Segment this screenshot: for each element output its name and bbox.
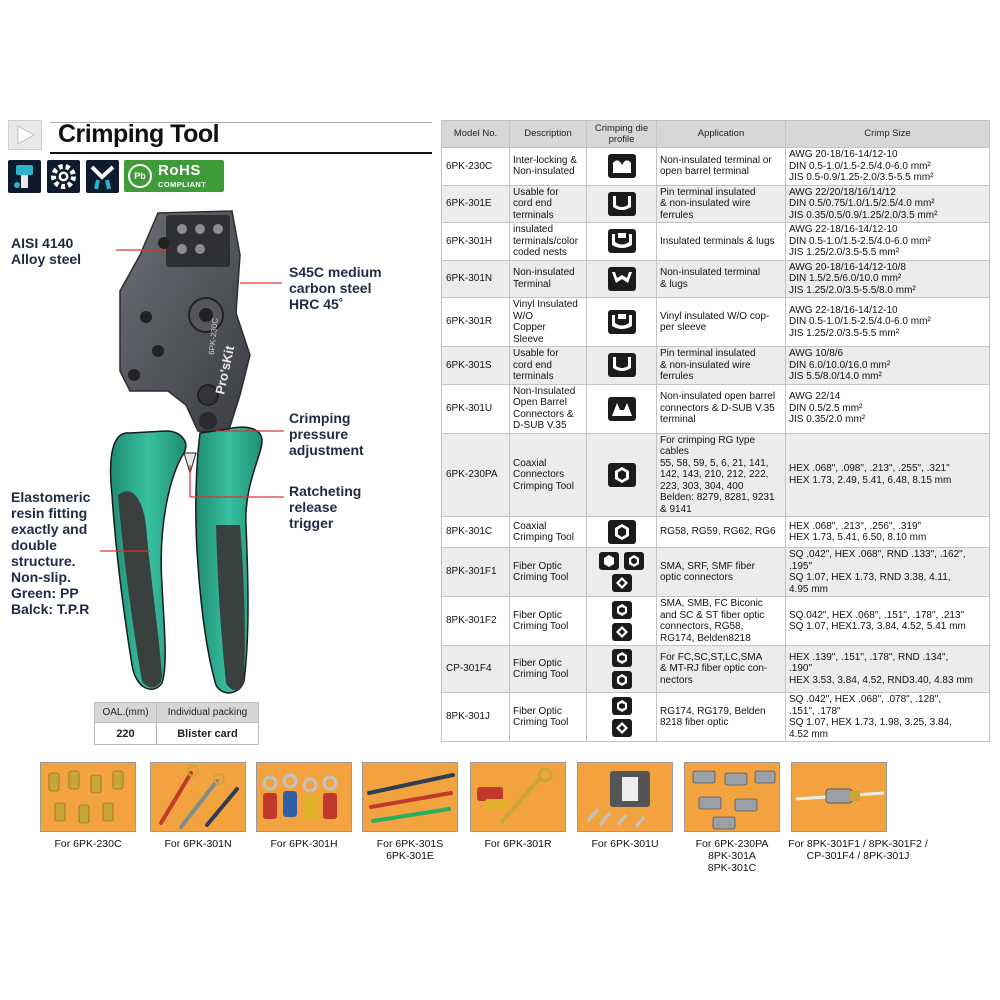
thumbnail-caption: For 6PK-301N bbox=[164, 838, 232, 850]
oal-table bbox=[94, 702, 259, 745]
die-profile-icon bbox=[587, 185, 657, 223]
brand-stamp: Pro'sKit bbox=[212, 344, 238, 396]
spec-crimp-size: AWG 20-18/16-14/12-10 DIN 0.5-1.0/1.5-2.5/4.0-6.0 mm² JIS 0.5-0.9/1.25-2.0/3.5-5.5 mm² bbox=[786, 148, 990, 186]
spec-application: SMA, SRF, SMF fiber optic connectors bbox=[657, 548, 786, 597]
spec-row bbox=[442, 347, 990, 385]
thumbnail-terminals-image bbox=[470, 762, 566, 832]
spec-crimp-size: HEX .068", .098", .213", .255", .321" HEX 1.73, 2.49, 5.41, 6.48, 8.15 mm bbox=[786, 433, 990, 517]
spec-crimp-size: SQ .042", HEX .068", RND .133", .162", .195" SQ 1.07, HEX 1.73, RND 3.38, 4.11, 4.95 mm bbox=[786, 548, 990, 597]
spec-model: 6PK-301U bbox=[442, 384, 510, 433]
die-profile-icon bbox=[587, 260, 657, 298]
spec-application: Pin terminal insulated & non-insulated wire ferrules bbox=[657, 347, 786, 385]
spec-crimp-size: AWG 10/8/6 DIN 6.0/10.0/16.0 mm² JIS 5.5/8.0/14.0 mm² bbox=[786, 347, 990, 385]
spec-application: Vinyl insulated W/O cop- per sleeve bbox=[657, 298, 786, 347]
spec-application: Non-insulated terminal & lugs bbox=[657, 260, 786, 298]
pb-free-icon: Pb bbox=[128, 164, 152, 188]
title-underline bbox=[50, 152, 432, 154]
spec-crimp-size: SQ.042", HEX .068", .151", .178", .213" SQ 1.07, HEX1.73, 3.84, 4.52, 5.41 mm bbox=[786, 597, 990, 646]
die-profile-icon bbox=[587, 517, 657, 548]
spec-row bbox=[442, 185, 990, 223]
spec-row bbox=[442, 433, 990, 517]
thumbnail-caption: For 8PK-301F1 / 8PK-301F2 / CP-301F4 / 8PK-301J bbox=[788, 838, 928, 862]
spec-crimp-size: SQ .042", HEX .068", .078", .128", .151", .178" SQ 1.07, HEX 1.73, 1.98, 3.25, 3.84, 4.52 mm bbox=[786, 693, 990, 742]
spec-crimp-size: AWG 22/20/18/16/14/12 DIN 0.5/0.75/1.0/1.5/2.5/4.0 mm² JIS 0.35/0.5/0.9/1.25/2.0/3.5 mm² bbox=[786, 185, 990, 223]
spec-description: Fiber Optic Criming Tool bbox=[510, 548, 587, 597]
oal-header: OAL.(mm) bbox=[95, 703, 157, 723]
spec-description: Coaxial Crimping Tool bbox=[510, 517, 587, 548]
spec-crimp-size: AWG 22/14 DIN 0.5/2.5 mm² JIS 0.35/2.0 mm² bbox=[786, 384, 990, 433]
spec-model: 6PK-301N bbox=[442, 260, 510, 298]
packing-value: Blister card bbox=[157, 723, 259, 745]
spec-model: 6PK-301R bbox=[442, 298, 510, 347]
thumbnail-caption: For 6PK-301U bbox=[591, 838, 659, 850]
thumbnail-terminals-image bbox=[577, 762, 673, 832]
thumbnail-caption: For 6PK-301R bbox=[484, 838, 552, 850]
die-profile-icon bbox=[587, 693, 657, 742]
spec-row bbox=[442, 693, 990, 742]
spec-application: RG174, RG179, Belden 8218 fiber optic bbox=[657, 693, 786, 742]
die-profile-icon bbox=[587, 548, 657, 597]
spec-model: 8PK-301C bbox=[442, 517, 510, 548]
spec-description: Fiber Optic Criming Tool bbox=[510, 597, 587, 646]
spec-model: CP-301F4 bbox=[442, 646, 510, 693]
spec-description: Coaxial Connectors Crimping Tool bbox=[510, 433, 587, 517]
die-profile-icon bbox=[587, 347, 657, 385]
die-profile-icon bbox=[587, 646, 657, 693]
thumbnail-caption: For 6PK-230C bbox=[54, 838, 122, 850]
spec-application: For crimping RG type cables 55, 58, 59, 5, 6, 21, 141, 142, 143, 210, 212, 222, 223, 303, 304, 400 Belden: 8279, 8281, 9231 & 9141 bbox=[657, 433, 786, 517]
spec-description: Fiber Optic Criming Tool bbox=[510, 646, 587, 693]
col-die-profile: Crimping die profile bbox=[587, 121, 657, 148]
thumbnail-caption: For 6PK-301H bbox=[270, 838, 338, 850]
spec-crimp-size: AWG 22-18/16-14/12-10 DIN 0.5-1.0/1.5-2.5/4.0-6.0 mm² JIS 1.25/2.0/3.5-5.5 mm² bbox=[786, 223, 990, 261]
spec-row bbox=[442, 646, 990, 693]
spec-description: Vinyl Insulated W/O Copper Sleeve bbox=[510, 298, 587, 347]
spec-model: 6PK-301H bbox=[442, 223, 510, 261]
rohs-sublabel: COMPLIANT bbox=[158, 180, 207, 189]
spec-application: Pin terminal insulated & non-insulated wire ferrules bbox=[657, 185, 786, 223]
spec-row bbox=[442, 148, 990, 186]
spec-application: Insulated terminals & lugs bbox=[657, 223, 786, 261]
spec-model: 6PK-230C bbox=[442, 148, 510, 186]
col-application: Application bbox=[657, 121, 786, 148]
model-stamp: 6PK-230C bbox=[207, 317, 220, 356]
spec-table bbox=[441, 120, 990, 742]
spec-table-body bbox=[442, 148, 990, 742]
crimp-tool-icon bbox=[8, 160, 41, 193]
spec-model: 6PK-301E bbox=[442, 185, 510, 223]
col-description: Description bbox=[510, 121, 587, 148]
packing-header: Individual packing bbox=[157, 703, 259, 723]
spec-description: Non-insulated Terminal bbox=[510, 260, 587, 298]
die-profile-icon bbox=[587, 384, 657, 433]
spec-description: Usable for cord end terminals bbox=[510, 347, 587, 385]
spec-description: insulated terminals/color coded nests bbox=[510, 223, 587, 261]
ratchet-icon bbox=[86, 160, 119, 193]
spec-description: Non-Insulated Open Barrel Connectors & D-SUB V.35 bbox=[510, 384, 587, 433]
page-title: Crimping Tool bbox=[58, 120, 220, 148]
thumbnail-caption: For 6PK-301S 6PK-301E bbox=[376, 838, 444, 862]
spec-row bbox=[442, 548, 990, 597]
spec-application: For FC,SC,ST,LC,SMA & MT-RJ fiber optic con- nectors bbox=[657, 646, 786, 693]
thumbnail-terminals-image bbox=[362, 762, 458, 832]
spec-row bbox=[442, 223, 990, 261]
terminal-thumbnails bbox=[40, 762, 990, 872]
spec-crimp-size: HEX .139", .151", .178", RND .134", .190" HEX 3.53, 3.84, 4.52, RND3.40, 4.83 mm bbox=[786, 646, 990, 693]
callout-resin-handle: Elastomeric resin fitting exactly and double structure. Non-slip. Green: PP Balck: T.P.R bbox=[11, 489, 91, 617]
spec-row bbox=[442, 517, 990, 548]
spec-crimp-size: HEX .068", .213", .256", .319" HEX 1.73, 5.41, 6.50, 8.10 mm bbox=[786, 517, 990, 548]
die-profile-icon bbox=[587, 597, 657, 646]
callout-pressure-adjustment: Crimping pressure adjustment bbox=[289, 410, 364, 458]
die-profile-icon bbox=[587, 433, 657, 517]
spec-application: RG58, RG59, RG62, RG6 bbox=[657, 517, 786, 548]
col-crimp-size: Crimp Size bbox=[786, 121, 990, 148]
spec-model: 8PK-301F1 bbox=[442, 548, 510, 597]
spec-row bbox=[442, 298, 990, 347]
oal-value: 220 bbox=[95, 723, 157, 745]
die-profile-icon bbox=[587, 223, 657, 261]
spec-model: 8PK-301J bbox=[442, 693, 510, 742]
tool-illustration bbox=[0, 195, 440, 705]
callout-ratchet-trigger: Ratcheting release trigger bbox=[289, 483, 362, 531]
spec-description: Usable for cord end terminals bbox=[510, 185, 587, 223]
thumbnail-terminals-image bbox=[256, 762, 352, 832]
spec-model: 6PK-230PA bbox=[442, 433, 510, 517]
spec-description: Fiber Optic Criming Tool bbox=[510, 693, 587, 742]
die-profile-icon bbox=[587, 298, 657, 347]
section-header bbox=[8, 118, 428, 154]
col-model: Model No. bbox=[442, 121, 510, 148]
callout-aisi-steel: AISI 4140 Alloy steel bbox=[11, 235, 82, 267]
thumbnail-terminals-image bbox=[684, 762, 780, 832]
spec-model: 8PK-301F2 bbox=[442, 597, 510, 646]
feature-icons bbox=[8, 160, 218, 194]
spec-application: Non-insulated open barrel connectors & D-SUB V.35 terminal bbox=[657, 384, 786, 433]
spec-crimp-size: AWG 22-18/16-14/12-10 DIN 0.5-1.0/1.5-2.5/4.0-6.0 mm² JIS 1.25/2.0/3.5-5.5 mm² bbox=[786, 298, 990, 347]
die-profile-icon bbox=[587, 148, 657, 186]
spec-application: Non-insulated terminal or open barrel terminal bbox=[657, 148, 786, 186]
thumbnail-caption: For 6PK-230PA 8PK-301A 8PK-301C bbox=[695, 838, 769, 874]
spec-row bbox=[442, 384, 990, 433]
spec-header-row bbox=[442, 121, 990, 148]
spec-application: SMA, SMB, FC Biconic and SC & ST fiber optic connectors, RG58, RG174, Belden8218 bbox=[657, 597, 786, 646]
spec-row bbox=[442, 260, 990, 298]
thumbnail-terminals-image bbox=[40, 762, 136, 832]
spec-description: Inter-locking & Non-insulated bbox=[510, 148, 587, 186]
thumbnail-terminals-image bbox=[791, 762, 887, 832]
play-icon bbox=[8, 120, 42, 150]
gear-icon bbox=[47, 160, 80, 193]
spec-row bbox=[442, 597, 990, 646]
spec-crimp-size: AWG 20-18/16-14/12-10/8 DIN 1.5/2.5/6.0/10.0 mm² JIS 1.25/2.0/3.5-5.5/8.0 mm² bbox=[786, 260, 990, 298]
spec-model: 6PK-301S bbox=[442, 347, 510, 385]
callout-s45c-steel: S45C medium carbon steel HRC 45˚ bbox=[289, 264, 382, 312]
rohs-label: RoHS bbox=[158, 162, 201, 179]
thumbnail-terminals-image bbox=[150, 762, 246, 832]
rohs-compliant-badge bbox=[124, 160, 224, 192]
